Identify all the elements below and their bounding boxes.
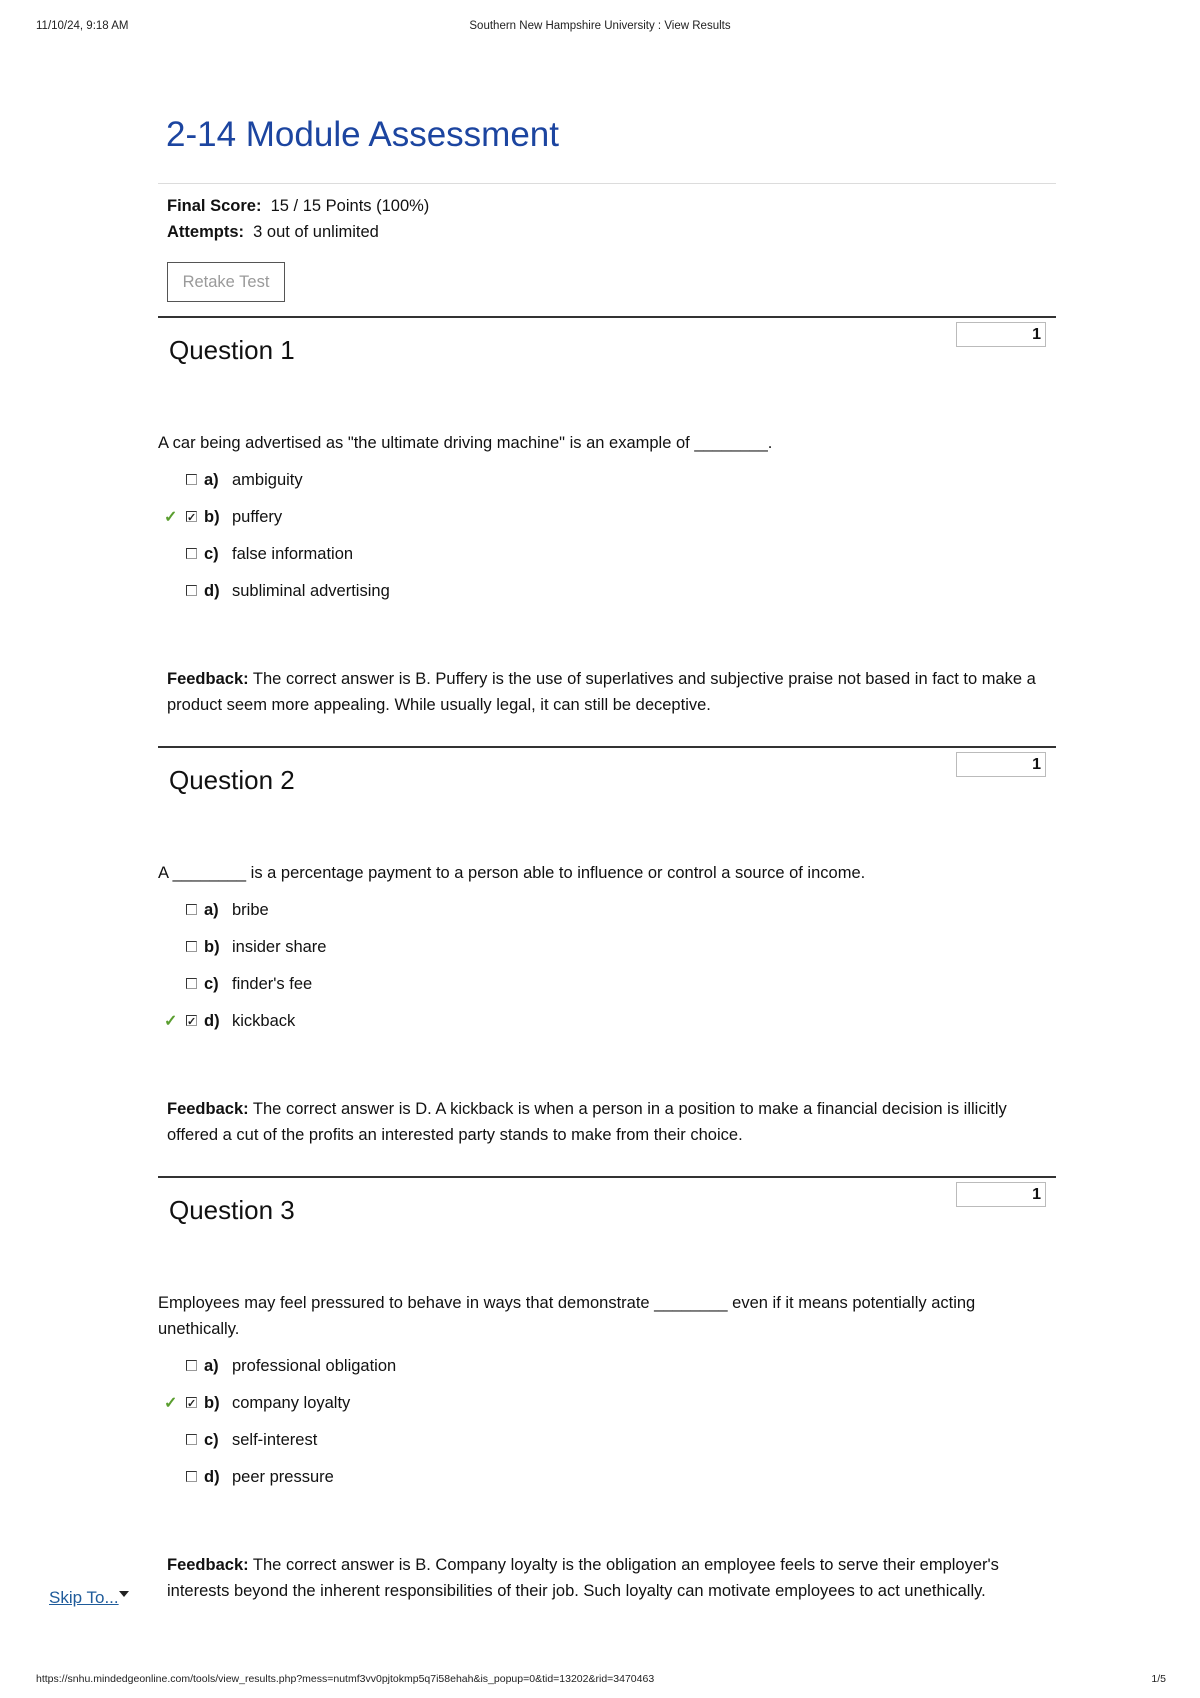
question-title: Question 3	[169, 1195, 295, 1225]
checkbox	[186, 474, 197, 485]
correct-checkmark-icon: ✓	[164, 1395, 178, 1412]
option-letter: b)	[204, 508, 220, 526]
title-divider	[158, 183, 1056, 184]
feedback-text: The correct answer is B. Company loyalty is the obligation an employee feels to serve their employer's interests beyond the inherent responsibilities of their job. Such loyalty can motivate employees to act unethically.	[167, 1556, 999, 1600]
checkbox-tick-icon: ✓	[187, 512, 197, 524]
question-points: 1	[956, 322, 1046, 347]
option-text: subliminal advertising	[232, 582, 390, 600]
option-letter: a)	[204, 1357, 219, 1375]
question-points: 1	[956, 752, 1046, 777]
question-divider	[158, 1176, 1056, 1178]
checkbox-checked	[186, 1397, 197, 1408]
attempts-label: Attempts:	[167, 223, 244, 241]
final-score	[167, 197, 429, 216]
option-text: self-interest	[232, 1431, 318, 1449]
option-text: company loyalty	[232, 1394, 351, 1412]
question-points: 1	[956, 1182, 1046, 1207]
feedback-text: The correct answer is D. A kickback is when a person in a position to make a financial decision is illicitly offered a cut of the profits an interested party stands to make from their choice.	[167, 1100, 1007, 1144]
option-letter: c)	[204, 1431, 219, 1449]
feedback-label: Feedback:	[167, 670, 249, 688]
option-letter: c)	[204, 545, 219, 563]
option-text: finder's fee	[232, 975, 313, 993]
question-block	[158, 746, 1056, 1146]
feedback	[167, 1096, 1047, 1148]
option-letter: b)	[204, 1394, 220, 1412]
final-score-value: 15 / 15 Points (100%)	[270, 197, 430, 215]
checkbox	[186, 1434, 197, 1445]
option-letter: a)	[204, 471, 219, 489]
option-text: ambiguity	[232, 471, 303, 489]
option-text: professional obligation	[232, 1357, 397, 1375]
checkbox	[186, 941, 197, 952]
checkbox-tick-icon: ✓	[187, 1016, 197, 1028]
checkbox-checked	[186, 1015, 197, 1026]
checkbox	[186, 978, 197, 989]
option-letter: d)	[204, 582, 220, 600]
checkbox-tick-icon: ✓	[187, 1398, 197, 1410]
skip-to-link[interactable]: Skip To...	[49, 1588, 119, 1607]
option-text: insider share	[232, 938, 327, 956]
print-page-number: 1/5	[1151, 1673, 1166, 1685]
print-url: https://snhu.mindedgeonline.com/tools/view_results.php?mess=nutmf3vv0pjtokmp5q7i58ehah&is_popup=0&tid=13202&rid=3470463	[36, 1673, 655, 1685]
checkbox	[186, 904, 197, 915]
option-letter: a)	[204, 901, 219, 919]
checkbox	[186, 548, 197, 559]
option-text: peer pressure	[232, 1468, 334, 1486]
option-letter: b)	[204, 938, 220, 956]
checkbox-checked	[186, 511, 197, 522]
question-text: A ________ is a percentage payment to a person able to influence or control a source of income.	[158, 864, 866, 882]
option-text: bribe	[232, 901, 269, 919]
option-letter: d)	[204, 1468, 220, 1486]
question-block	[158, 1176, 1056, 1616]
final-score-label: Final Score:	[167, 197, 262, 215]
question-title: Question 2	[169, 765, 295, 795]
skip-to-dropdown-caret-icon[interactable]	[119, 1591, 129, 1597]
page-title: 2-14 Module Assessment	[166, 115, 559, 154]
option-text: puffery	[232, 508, 283, 526]
option-letter: d)	[204, 1012, 220, 1030]
print-page-title: Southern New Hampshire University : View Results	[469, 20, 731, 32]
correct-checkmark-icon: ✓	[164, 1013, 178, 1030]
checkbox	[186, 1471, 197, 1482]
question-divider	[158, 316, 1056, 318]
attempts	[167, 223, 379, 242]
option-letter: c)	[204, 975, 219, 993]
feedback-label: Feedback:	[167, 1556, 249, 1574]
feedback	[167, 1552, 1047, 1604]
correct-checkmark-icon: ✓	[164, 509, 178, 526]
checkbox	[186, 585, 197, 596]
question-title: Question 1	[169, 335, 295, 365]
question-text: A car being advertised as "the ultimate driving machine" is an example of ________.	[158, 434, 773, 452]
feedback	[167, 666, 1047, 718]
question-text: Employees may feel pressured to behave in ways that demonstrate ________ even if it means potentially acting unethically.	[158, 1294, 976, 1338]
print-date: 11/10/24, 9:18 AM	[36, 20, 129, 32]
question-block	[158, 316, 1056, 716]
feedback-text: The correct answer is B. Puffery is the use of superlatives and subjective praise not based in fact to make a product seem more appealing. While usually legal, it can still be deceptive.	[167, 670, 1036, 714]
feedback-label: Feedback:	[167, 1100, 249, 1118]
retake-test-button[interactable]: Retake Test	[167, 262, 285, 302]
question-divider	[158, 746, 1056, 748]
option-text: false information	[232, 545, 354, 563]
attempts-value: 3 out of unlimited	[253, 223, 379, 241]
checkbox	[186, 1360, 197, 1371]
option-text: kickback	[232, 1012, 296, 1030]
